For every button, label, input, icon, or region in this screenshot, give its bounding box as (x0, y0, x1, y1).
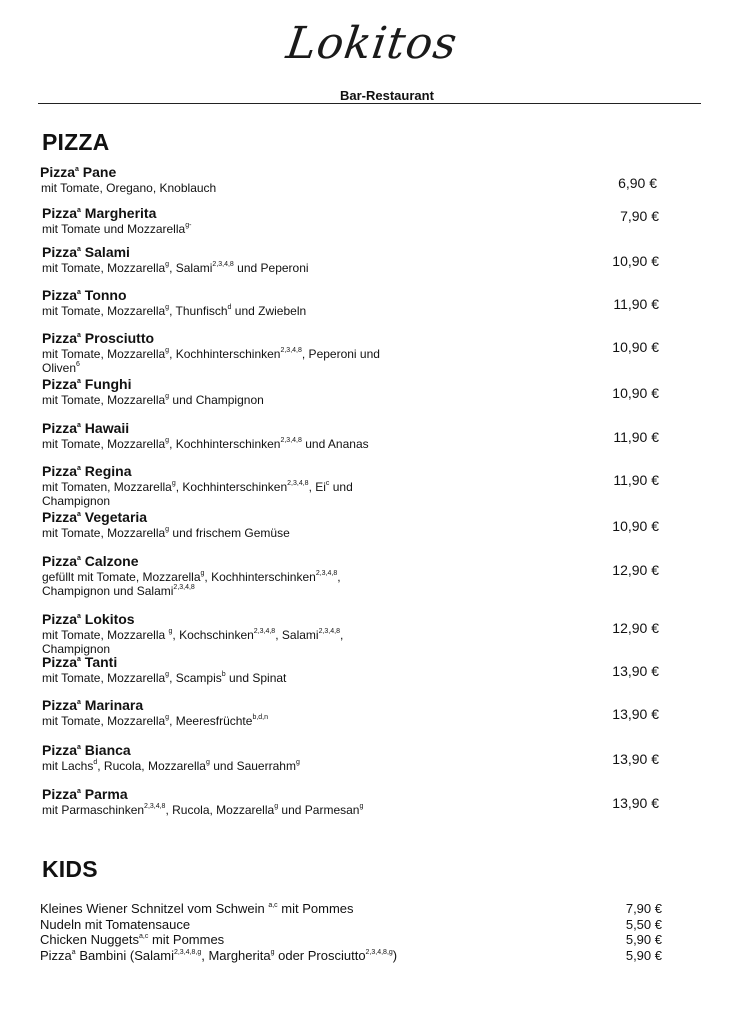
desc-text: , Rucola, Mozzarella (97, 759, 206, 773)
item-description (42, 261, 402, 275)
allergen-note: g- (185, 222, 192, 229)
allergen-note: 2,3,4,8 (212, 261, 234, 268)
item-name (40, 164, 662, 181)
allergen-note: b (221, 671, 226, 678)
desc-text: oder Prosciutto (274, 947, 366, 963)
item-description (42, 526, 402, 540)
desc-text: mit Tomate, Mozzarella (42, 261, 166, 275)
menu-item (42, 553, 662, 598)
item-prefix: Pizza (42, 463, 78, 479)
menu-item (42, 509, 662, 540)
allergen-note: g (165, 261, 170, 268)
item-description (42, 437, 402, 451)
item-prefix: Pizza (42, 611, 78, 627)
item-name (42, 654, 662, 671)
allergen-note: g (165, 347, 170, 354)
allergen-note: 2,3,4,8,g (173, 948, 202, 956)
item-price: 12,90 € (612, 620, 659, 636)
item-description (42, 222, 402, 236)
allergen-note: g (171, 480, 176, 487)
desc-text: mit Parmaschinken (42, 803, 145, 817)
item-title: Margherita (80, 205, 157, 221)
menu-item (42, 287, 662, 318)
kids-item-description (40, 948, 397, 964)
desc-text: mit Tomate, Oregano, Knoblauch (41, 181, 217, 195)
item-title: Prosciutto (80, 330, 155, 346)
desc-text: , Ei (308, 480, 326, 494)
item-prefix: Pizza (42, 742, 78, 758)
kids-item-price: 5,90 € (625, 932, 662, 947)
desc-text: , Kochhinterschinken (204, 570, 316, 584)
allergen-note: d (227, 304, 232, 311)
allergen-note: a (77, 613, 81, 620)
item-prefix: Pizza (42, 420, 78, 436)
desc-text: und Sauerrahm (209, 759, 296, 773)
desc-text: mit Pommes (148, 932, 225, 947)
item-title: Bianca (80, 742, 131, 758)
allergen-note: a (77, 511, 81, 518)
item-title: Tonno (80, 287, 127, 303)
allergen-note: 2,3,4,8 (315, 570, 338, 577)
allergen-note: a,c (139, 933, 149, 940)
desc-text: und Champignon (42, 480, 353, 508)
desc-text: Bambini (Salami (75, 947, 174, 963)
item-title: Lokitos (80, 611, 135, 627)
item-description (42, 570, 402, 598)
allergen-note: 2,3,4,8 (173, 584, 195, 591)
desc-text: Kleines Wiener Schnitzel vom Schwein (40, 901, 269, 916)
item-name (42, 611, 662, 628)
pizza-section-title: PIZZA (42, 129, 110, 155)
item-price: 6,90 € (618, 175, 657, 191)
allergen-note: g (165, 526, 170, 533)
item-title: Regina (80, 463, 132, 479)
allergen-note: 2,3,4,8 (280, 347, 302, 354)
allergen-note: 2,3,4,8 (280, 437, 302, 444)
desc-text: und Parmesan (278, 803, 360, 817)
kids-item-price: 5,90 € (625, 947, 662, 963)
item-name (42, 205, 662, 222)
item-prefix: Pizza (42, 509, 78, 525)
desc-text: und frischem Gemüse (169, 526, 290, 540)
restaurant-logo: Lokitos (283, 18, 461, 69)
kids-item-description (40, 917, 190, 933)
allergen-note: a (77, 246, 81, 253)
item-price: 10,90 € (612, 385, 659, 401)
item-name (42, 553, 662, 570)
desc-text: , Meeresfrüchte (169, 714, 253, 728)
allergen-note: 2,3,4,8,g (365, 948, 393, 956)
allergen-note: g (165, 437, 170, 444)
menu-item (42, 742, 662, 773)
desc-text: mit Tomate, Mozzarella (42, 628, 169, 642)
desc-text: , Champignon (42, 628, 344, 656)
kids-list (40, 901, 662, 963)
allergen-note: a (71, 948, 76, 956)
allergen-note: g (274, 803, 279, 810)
desc-text: , Thunfisch (169, 304, 228, 318)
allergen-note: d (93, 759, 98, 766)
desc-text: mit Tomate und Mozzarella (42, 222, 186, 236)
kids-item (40, 917, 662, 933)
desc-text: , Kochhinterschinken (175, 480, 288, 494)
allergen-note: g (270, 948, 275, 956)
item-prefix: Pizza (42, 330, 78, 346)
allergen-note: a (77, 656, 81, 663)
allergen-note: a,c (268, 902, 278, 909)
item-name (42, 330, 662, 347)
desc-text: und Ananas (301, 437, 369, 451)
menu-item (42, 654, 662, 685)
allergen-note: 2,3,4,8 (253, 628, 276, 635)
menu-item (42, 463, 662, 508)
item-description (42, 803, 402, 817)
item-prefix: Pizza (42, 553, 78, 569)
desc-text: , Peperoni und Oliven (42, 347, 380, 375)
menu-item (42, 244, 662, 275)
item-price: 13,90 € (612, 751, 659, 767)
allergen-note: a (77, 699, 81, 706)
desc-text: , Salami (169, 261, 213, 275)
item-name (42, 420, 662, 437)
allergen-note: g (295, 759, 300, 766)
desc-text: und Champignon (169, 393, 264, 407)
allergen-note: g (168, 628, 173, 635)
allergen-note: 2,3,4,8 (318, 628, 340, 635)
kids-item-description (40, 932, 224, 948)
item-price: 11,90 € (613, 296, 659, 312)
item-prefix: Pizza (42, 786, 78, 802)
desc-text: Nudeln mit Tomatensauce (40, 916, 191, 932)
item-title: Salami (80, 244, 130, 260)
desc-text: , Kochhinterschinken (169, 347, 281, 361)
desc-text: mit Tomate, Mozzarella (42, 714, 166, 728)
item-description (42, 759, 402, 773)
desc-text: mit Lachs (42, 759, 94, 773)
allergen-note: a (77, 555, 81, 562)
desc-text: , Champignon und Salami (42, 570, 341, 598)
desc-text: mit Tomate, Mozzarella (42, 304, 166, 318)
item-description (42, 628, 402, 656)
allergen-note: g (165, 714, 170, 721)
item-name (42, 509, 662, 526)
menu-item (40, 164, 662, 195)
kids-item (40, 948, 662, 964)
allergen-note: g (200, 570, 205, 577)
allergen-note: a (75, 166, 79, 173)
desc-text: , Scampis (169, 671, 222, 685)
item-title: Vegetaria (80, 509, 148, 525)
menu-item (42, 611, 662, 656)
allergen-note: c (325, 480, 330, 487)
item-prefix: Pizza (42, 654, 78, 670)
kids-item-price: 7,90 € (625, 901, 662, 916)
item-name (42, 287, 662, 304)
header-divider (38, 103, 701, 104)
item-description (42, 347, 402, 375)
desc-text: Pizza (40, 947, 72, 963)
allergen-note: g (165, 393, 170, 400)
item-description (42, 393, 402, 407)
item-title: Hawaii (80, 420, 130, 436)
item-name (42, 376, 662, 393)
allergen-note: g (359, 803, 364, 810)
desc-text: und Zwiebeln (231, 304, 307, 318)
desc-text: mit Tomate, Mozzarella (42, 393, 166, 407)
item-title: Calzone (80, 553, 139, 569)
item-price: 10,90 € (612, 339, 659, 355)
item-description (42, 304, 402, 318)
allergen-note: g (165, 304, 170, 311)
item-price: 12,90 € (612, 562, 659, 578)
item-price: 13,90 € (612, 663, 659, 679)
desc-text: und Peperoni (233, 261, 309, 275)
allergen-note: a (77, 289, 81, 296)
desc-text: Chicken Nuggets (40, 932, 139, 947)
desc-text: ) (392, 947, 398, 963)
item-prefix: Pizza (40, 164, 76, 180)
desc-text: , Salami (275, 628, 319, 642)
kids-item (40, 901, 662, 917)
item-prefix: Pizza (42, 205, 78, 221)
desc-text: und Spinat (225, 671, 287, 685)
item-price: 11,90 € (613, 429, 659, 445)
allergen-note: 2,3,4,8 (144, 803, 166, 810)
item-title: Funghi (80, 376, 132, 392)
item-description (42, 480, 402, 508)
kids-item (40, 932, 662, 948)
item-title: Marinara (80, 697, 144, 713)
menu-item (42, 786, 662, 817)
desc-text: mit Tomate, Mozzarella (42, 671, 166, 685)
menu-item (42, 420, 662, 451)
kids-item-price: 5,50 € (625, 916, 662, 932)
item-prefix: Pizza (42, 287, 78, 303)
desc-text: gefüllt mit Tomate, Mozzarella (42, 570, 201, 584)
allergen-note: a (77, 207, 81, 214)
item-price: 7,90 € (620, 208, 659, 224)
item-title: Parma (80, 786, 128, 802)
item-name (42, 244, 662, 261)
item-prefix: Pizza (42, 244, 78, 260)
item-description (41, 181, 401, 195)
item-name (42, 786, 662, 803)
item-price: 13,90 € (612, 706, 659, 722)
desc-text: , Kochschinken (172, 628, 254, 642)
kids-section-title: KIDS (42, 856, 98, 882)
kids-item-description (40, 901, 354, 917)
desc-text: mit Tomaten, Mozzarella (42, 480, 172, 494)
desc-text: mit Tomate, Mozzarella (42, 526, 166, 540)
allergen-note: 6 (76, 361, 80, 368)
desc-text: mit Tomate, Mozzarella (42, 347, 166, 361)
item-name (42, 463, 662, 480)
desc-text: mit Pommes (277, 901, 354, 916)
allergen-note: a (77, 788, 81, 795)
allergen-note: a (77, 378, 81, 385)
allergen-note: a (77, 422, 81, 429)
desc-text: , Rucola, Mozzarella (165, 803, 275, 817)
allergen-note: g (165, 671, 170, 678)
allergen-note: a (77, 332, 81, 339)
item-price: 10,90 € (612, 518, 659, 534)
item-name (42, 742, 662, 759)
item-description (42, 714, 402, 728)
item-prefix: Pizza (42, 697, 78, 713)
allergen-note: a (77, 744, 81, 751)
menu-item (42, 697, 662, 728)
desc-text: , Kochhinterschinken (169, 437, 281, 451)
item-price: 10,90 € (612, 253, 659, 269)
item-price: 11,90 € (613, 472, 659, 488)
item-price: 13,90 € (612, 795, 659, 811)
menu-item (42, 330, 662, 375)
item-title: Tanti (80, 654, 118, 670)
allergen-note: a (77, 465, 81, 472)
menu-item (42, 205, 662, 236)
allergen-note: g (205, 759, 210, 766)
item-title: Pane (78, 164, 117, 180)
menu-item (42, 376, 662, 407)
allergen-note: 2,3,4,8 (287, 480, 309, 487)
desc-text: , Margherita (201, 947, 271, 963)
allergen-note: b,d,n (252, 714, 269, 721)
restaurant-subtitle: Bar-Restaurant (340, 88, 434, 103)
desc-text: mit Tomate, Mozzarella (42, 437, 166, 451)
item-description (42, 671, 402, 685)
item-name (42, 697, 662, 714)
item-prefix: Pizza (42, 376, 78, 392)
